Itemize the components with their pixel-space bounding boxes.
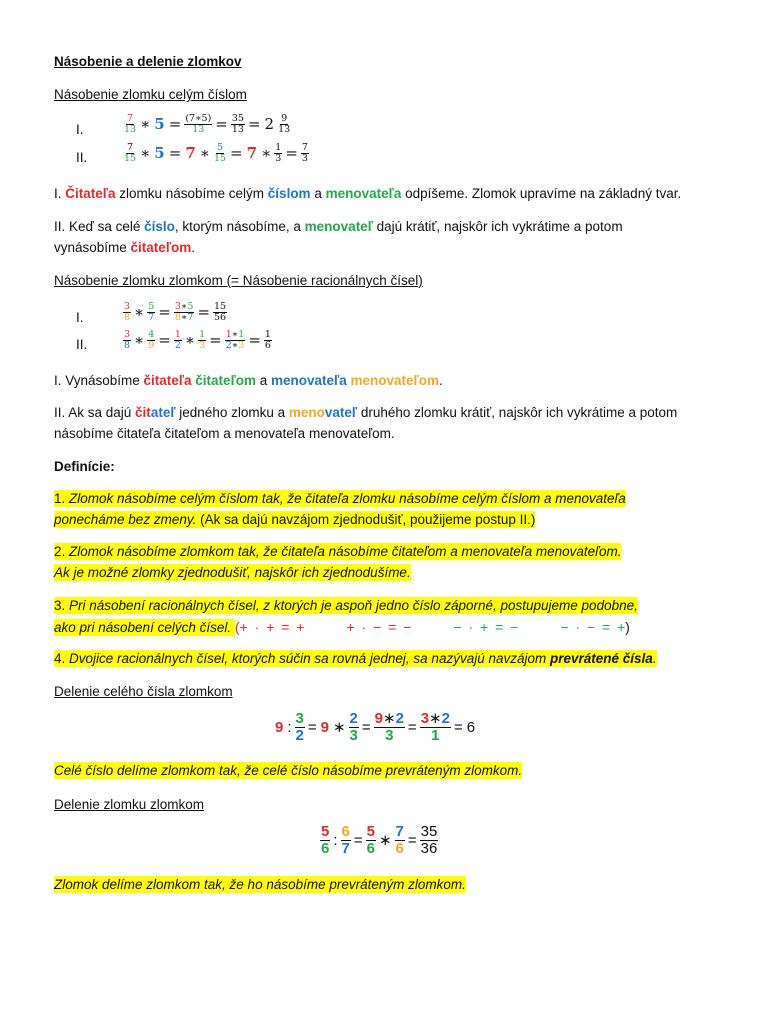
definition-2-line-2: Ak je možné zlomky zjednodušiť, najskôr ich zjednodušíme. [54,565,411,580]
fraction: $\frac{7}{13}$ [124,113,137,135]
equation-2-1: $\frac{3}{8}$ ∗ $\frac{5}{7}$ = $\frac{3∗5}{8∗7}$ = $\frac{15}{56}$ [124,301,227,323]
division-rule-1: Celé číslo delíme zlomkom tak, že celé číslo násobíme prevráteným zlomkom. [54,763,523,778]
roman-numeral: II. [76,150,88,165]
rule-paragraph-4: II. Ak sa dajú čitateľ jedného zlomku a menovateľ druhého zlomku krátiť, najskôr ich vykrátime a potom [54,405,678,420]
equation-4: $\frac{5}{6}$ : $\frac{6}{7}$ = $\frac{5}{6}$ ∗ $\frac{7}{6}$ = $\frac{35}{36}$ [321,823,438,857]
definition-1-line-2: ponecháme bez zmeny. (Ak sa dajú navzájom zjednodušiť, použijeme postup II.) [54,512,536,527]
roman-numeral: II. [76,337,88,352]
sign-rule: − · − = + [560,619,626,635]
section-heading-divide-fraction: Delenie zlomku zlomkom [54,797,205,812]
definitions-heading: Definície: [54,459,115,474]
rule-paragraph-2-line-2: vynásobíme čitateľom. [54,240,196,255]
fraction: $\frac{35}{13}$ [231,113,244,135]
sign-rule: + · − = − [346,619,412,635]
definition-3-line-2: ako pri násobení celých čísel. (+ · + = + + · − = − − · + = − − · − = +) [54,619,630,635]
page-title: Násobenie a delenie zlomkov [54,54,242,69]
fraction: $\frac{9}{13}$ [278,113,291,135]
equation-1-1: $\frac{7}{13}$ ∗ 5 = $\frac{(7∗5)}{13}$ = $\frac{35}{13}$ = 2 $\frac{9}{13}$ [124,113,291,135]
roman-numeral: I. [76,310,84,325]
rule-paragraph-2: II. Keď sa celé číslo, ktorým násobíme, a menovateľ dajú krátiť, najskôr ich vykrátime a potom [54,219,623,234]
definition-4: 4. Dvojice racionálnych čísel, ktorých súčin sa rovná jednej, sa nazývajú navzájom prevrátené čísla. [54,651,657,666]
equation-1-2: $\frac{7}{15}$ ∗ 5 = 7 ∗ $\frac{5}{15}$ = 7 ∗ $\frac{1}{3}$ = $\frac{7}{3}$ [124,142,308,164]
definition-1: 1. Zlomok násobíme celým číslom tak, že čitateľa zlomku násobíme celým číslom a menovateľa [54,491,626,506]
rule-paragraph-1: I. Čitateľa zlomku násobíme celým číslom a menovateľa odpíšeme. Zlomok upravíme na základný tvar. [54,186,682,201]
equation-3: 9 : $\frac{3}{2}$ = 9 ∗ $\frac{2}{3}$ = $\frac{9∗2}{3}$ = $\frac{3∗2}{1}$ = 6 [275,710,476,744]
roman-numeral: I. [76,122,84,137]
equation-2-2: $\frac{3}{8}$ ∗ $\frac{4}{9}$ = $\frac{1}{2}$ ∗ $\frac{1}{3}$ = $\frac{1∗1}{2∗3}$ = $\frac{1}{6}$ [124,329,271,351]
rule-paragraph-4-line-2: násobíme čitateľa čitateľom a menovateľa menovateľom. [54,426,395,441]
fraction: $\frac{(7∗5)}{13}$ [185,113,212,135]
rule-paragraph-3: I. Vynásobíme čitateľa čitateľom a menovateľa menovateľom. [54,373,443,388]
division-rule-2: Zlomok delíme zlomkom tak, že ho násobíme prevráteným zlomkom. [54,877,466,892]
section-heading-multiply-by-fraction: Násobenie zlomku zlomkom (= Násobenie racionálnych čísel) [54,273,423,288]
definition-3: 3. Pri násobení racionálnych čísel, z ktorých je aspoň jedno číslo záporné, postupujeme podobne, [54,598,638,613]
section-heading-divide-whole: Delenie celého čísla zlomkom [54,684,233,699]
sign-rule: − · + = − [453,619,519,635]
definition-2: 2. Zlomok násobíme zlomkom tak, že čitateľa násobíme čitateľom a menovateľa menovateľom. [54,544,622,559]
section-heading-multiply-by-whole: Násobenie zlomku celým číslom [54,87,247,102]
